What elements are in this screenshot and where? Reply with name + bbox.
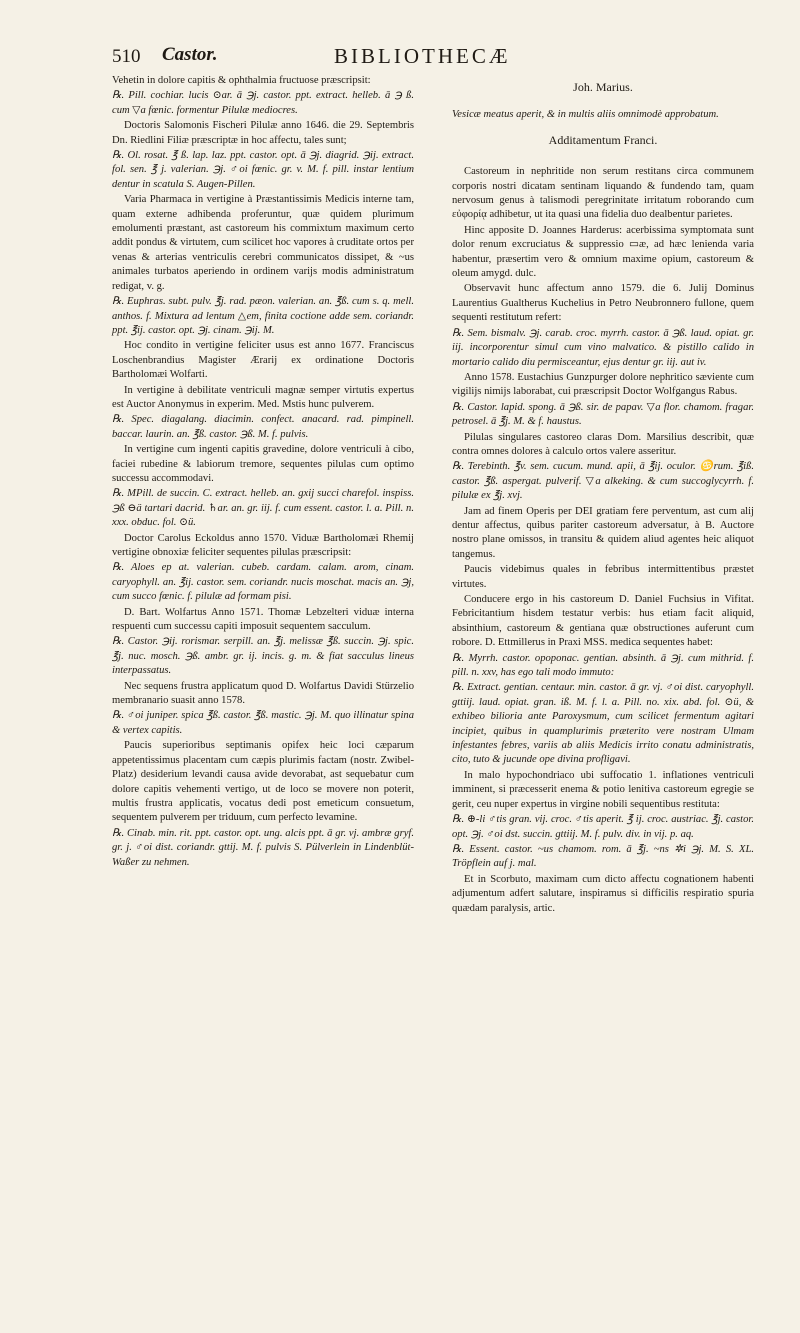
text-paragraph: Observavit hunc affectum anno 1579. die 6. Julij Dominus Laurentius Gualtherus Kuchelius in Petro Neubronnero fullone, quem sequenti restitutum refert: <box>452 283 754 324</box>
recipe-paragraph: ℞. Aloes ep at. valerian. cubeb. cardam. calam. arom, cinam. caryophyll. an. ℥ij. castor. sem. coriandr. nucis moschat. macis an. ℈j, cum succo fœnic. f. pilulæ ad formam pisi. <box>112 562 414 603</box>
text-paragraph: Jam ad finem Operis per DEI gratiam fere perventum, ast cum alij dentur affectus, quibus pariter castoreum adversatur, à B. Auctore nostro plane omissos, in transitu & quidem aliud agentes heic aliquot tangemus. <box>452 505 754 560</box>
book-title: BIBLIOTHECÆ <box>334 44 511 68</box>
text-paragraph: Castoreum in nephritide non serum restitans circa communem corporis nostri dicatam sentinam liquando & fundendo tam, quam nervosum genus à talismodi peregrinitate irritatum roborando cum εὐφορίᾳ adhibetur, ut ita quasi una fidelia duo dealbentur parietes. <box>452 166 754 221</box>
recipe-paragraph: ℞. Euphras. subt. pulv. ℥j. rad. pæon. valerian. an. ℥ß. cum s. q. mell. anthos. f. Mixtura ad lentum △em, finita coctione adde sem. coriandr. ppt. ℥ij. castor. opt. ℈j. cinam. ℈ij. M. <box>112 296 414 336</box>
recipe-paragraph: ℞. Pill. cochiar. lucis ⊙ar. ā ℈j. castor. ppt. extract. helleb. ā ℈ ß. cum ▽a fœnic. formentur Pilulæ mediocres. <box>112 90 414 116</box>
text-paragraph: Hoc condito in vertigine feliciter usus est anno 1677. Franciscus Loschenbrandius Magister Ærarij ex ordinatione Doctoris Bartholomæi Wolfarti. <box>112 340 414 381</box>
text-paragraph: Pilulas singulares castoreo claras Dom. Marsilius describit, quæ contra omnes dolores à calculo ortos valere asseritur. <box>452 431 754 457</box>
text-paragraph: Conducere ergo in his castoreum D. Daniel Fuchsius in Vifitat. Febricitantium hisdem testatur verbis: hus etiam facit aliquid, absinthium, castoreum & gentiana quæ obstructiones auferunt cum robore. D. Ettmillerus in Praxi MSS. medica sequentes habet: <box>452 594 754 649</box>
author-line: Joh. Marius. <box>573 80 633 94</box>
recipe-paragraph: ℞. Castor. lapid. spong. ā ℈ß. sir. de papav. ▽a flor. chamom. fragar. petrosel. ā ℥j. M. & f. haustus. <box>452 401 754 428</box>
text-paragraph: In malo hypochondriaco ubi suffocatio 1. inflationes ventriculi imminent, si præcesserit enema & potio lenitiva castoreum egregie se gerit, ceu nuper expertus in virgine nobili sequentibus restituta: <box>452 769 754 810</box>
text-paragraph: Nec sequens frustra applicatum quod D. Wolfartus Davidi Stürzelio membranario suasit anno 1578. <box>112 680 414 707</box>
text-paragraph: Et in Scorbuto, maximam cum dicto affectu cognationem habenti adjumentum adfert salutare, inspiramus si difficilis respiratio spuria quædam paralysis, artic. <box>452 873 754 914</box>
section-heading: Additamentum Franci. <box>548 132 658 147</box>
text-paragraph: Paucis videbimus quales in febribus intermittentibus præstet virtutes. <box>452 564 754 590</box>
recipe-paragraph: ℞. Myrrh. castor. opoponac. gentian. absinth. ā ℈j. cum mithrid. f. pill. n. xxv, has ego tali modo immuto: <box>452 652 754 679</box>
recipe-paragraph: ℞. ⊕-li ♂tis gran. vij. croc. ♂tis aperit. ℥ ij. croc. austriac. ℥j. castor. opt. ℈j. ♂oi dst. succin. gttiij. M. f. pulv. div. in vij. p. aq. <box>452 814 754 840</box>
left-column <box>112 74 414 871</box>
recipe-paragraph: ℞. ♂oi juniper. spica ℥ß. castor. ℥ß. mastic. ℈j. M. quo illinatur spina & vertex capitis. <box>112 710 414 736</box>
right-column <box>452 74 754 917</box>
text-paragraph: Varia Pharmaca in vertigine à Præstantissimis Medicis interne tam, quam externe adhibenda proferuntur, quæ quidem plurimum emolumenti præstant, ast castoreum his commixtum maximum certo addit pondus & virtutem, cum scilicet hoc vapores à cruditate ortos per venas & arterias ventriculis cerebri communicatos dissipet, & ~us animales turbatos aperiendo in ordinem varijs modis administratum redigat, v. g. <box>112 194 414 292</box>
running-head: Castor. <box>162 44 218 65</box>
page-number: 510 <box>112 46 141 67</box>
text-paragraph: Hinc apposite D. Joannes Harderus: acerbissima symptomata sunt dolor renum excruciatus & suppressio ▭æ, ad hæc lenienda varia habentur, præsertim vero & omnium maxime opium, castoreum & oleum amygd. dulc. <box>452 224 754 280</box>
recipe-paragraph: ℞. Cinab. min. rit. ppt. castor. opt. ung. alcis ppt. ā gr. vj. ambræ gryf. gr. j. ♂oi dist. coriandr. gttij. M. f. pulvis S. Pülverlein in Lindenblüt-Waßer zu nehmen. <box>112 827 414 868</box>
text-paragraph: In vertigine cum ingenti capitis gravedine, dolore ventriculi à cibo, faciei rubedine & labiorum tremore, sequentes pilulas cum optimo successu accommodavi. <box>112 444 414 484</box>
recipe-paragraph: ℞. Extract. gentian. centaur. min. castor. ā gr. vj. ♂oi dist. caryophyll. gttiij. laud. opiat. gran. iß. M. f. l. a. Pill. no. xix. abd. fol. ⊙ü, & exhibeo bilioria ante Paroxysmum, cum scilicet fermentum agitari incipiet, quibus in quamplurimis præterito vere nostram Ulmam infestantes febres, variis ab aliis Medicis irrito conatu administratis, cito, tuto & jucunde ope divina profligavi. <box>452 682 754 766</box>
text-paragraph: Paucis superioribus septimanis opifex heic loci cæparum appetentissimus placentam cum cæpis plurimis factam (nostr. Zwibel-Platz) desiderium levandi causa avide devorabat, ast sequebatur cum dolore capitis vehementi vertigo, ut de loco se movere non poterit, multis frustra applicatis, vocatus dedi post emeticum consuetum, sequentem pulverem per triduum, cum perfecto levamine. <box>112 740 414 824</box>
recipe-paragraph: ℞. Terebinth. ℥v. sem. cucum. mund. apii, ā ℥ij. oculor. ♋rum. ℥iß. castor. ℥ß. aspergat. pulverif. ▽a alkeking. & cum succoglycyrrh. f. pilulæ ex ℥j. xvj. <box>452 461 754 502</box>
text-paragraph: Doctor Carolus Eckoldus anno 1570. Viduæ Bartholomæi Rhemij vertigine obnoxiæ feliciter sequentes pilulas præscripsit: <box>112 532 414 558</box>
text-paragraph: Vehetin in dolore capitis & ophthalmia fructuose præscripsit: <box>112 75 371 86</box>
recipe-paragraph: ℞. Sem. bismalv. ℈j. carab. croc. myrrh. castor. ā ℈ß. laud. opiat. gr. iij. incorporentur simul cum vino malvatico. & pistillo calido in mortario calido diu permisceantur, ejus dentur gr. iij. aut iv. <box>452 327 754 368</box>
text-paragraph: D. Bart. Wolfartus Anno 1571. Thomæ Lebzelteri viduæ interna respuenti cum successu capiti imposuit sequentem sacculum. <box>112 606 414 633</box>
recipe-paragraph: ℞. Ol. rosat. ℥ ß. lap. laz. ppt. castor. opt. ā ℈j. diagrid. ℈ij. extract. fol. sen. ℥ j. valerian. ℈j. ♂oi fœnic. gr. v. M. f. pill. instar lentium dentur in scatula S. Augen-Pillen. <box>112 150 414 190</box>
recipe-paragraph: ℞. Essent. castor. ~us chamom. rom. ā ℥j. ~ns ✲i ℈j. M. S. XL. Tröpflein auf j. mal. <box>452 843 754 870</box>
text-paragraph: Anno 1578. Eustachius Gunzpurger dolore nephritico sæviente cum vigilijs nimijs laborabat, cui præscripsit Doctor Wolfgangus Rabus. <box>452 371 754 398</box>
page-header <box>112 44 712 72</box>
text-paragraph: In vertigine à debilitate ventriculi magnæ semper virtutis expertus est Auctor Anonymus in experim. Med. Mstis hunc pulverem. <box>112 384 414 410</box>
text-paragraph: Vesicæ meatus aperit, & in multis aliis omnimodè approbatum. <box>452 109 719 121</box>
recipe-paragraph: ℞. Spec. diagalang. diacimin. confect. anacard. rad. pimpinell. baccar. laurin. an. ℥ß. castor. ℈ß. M. f. pulvis. <box>112 414 414 440</box>
text-paragraph: Doctoris Salomonis Fischeri Pilulæ anno 1646. die 29. Septembris Dn. Riedlini Filiæ præscriptæ in hoc affectu, tales sunt; <box>112 120 414 146</box>
recipe-paragraph: ℞. Castor. ℈ij. rorismar. serpill. an. ℥j. melissæ ℥ß. succin. ℈j. spic. ℥j. nuc. mosch. ℈ß. ambr. gr. ij. incis. g. m. & fiat sacculus lineus interpassatus. <box>112 636 414 677</box>
recipe-paragraph: ℞. MPill. de succin. C. extract. helleb. an. gxij succi charefol. inspiss. ℈ß ⊖ä tartari dacrid. ♄ar. an. gr. iij. f. cum essent. castor. l. a. Pill. n. xxx. obduc. fol. ⊙ü. <box>112 488 414 529</box>
